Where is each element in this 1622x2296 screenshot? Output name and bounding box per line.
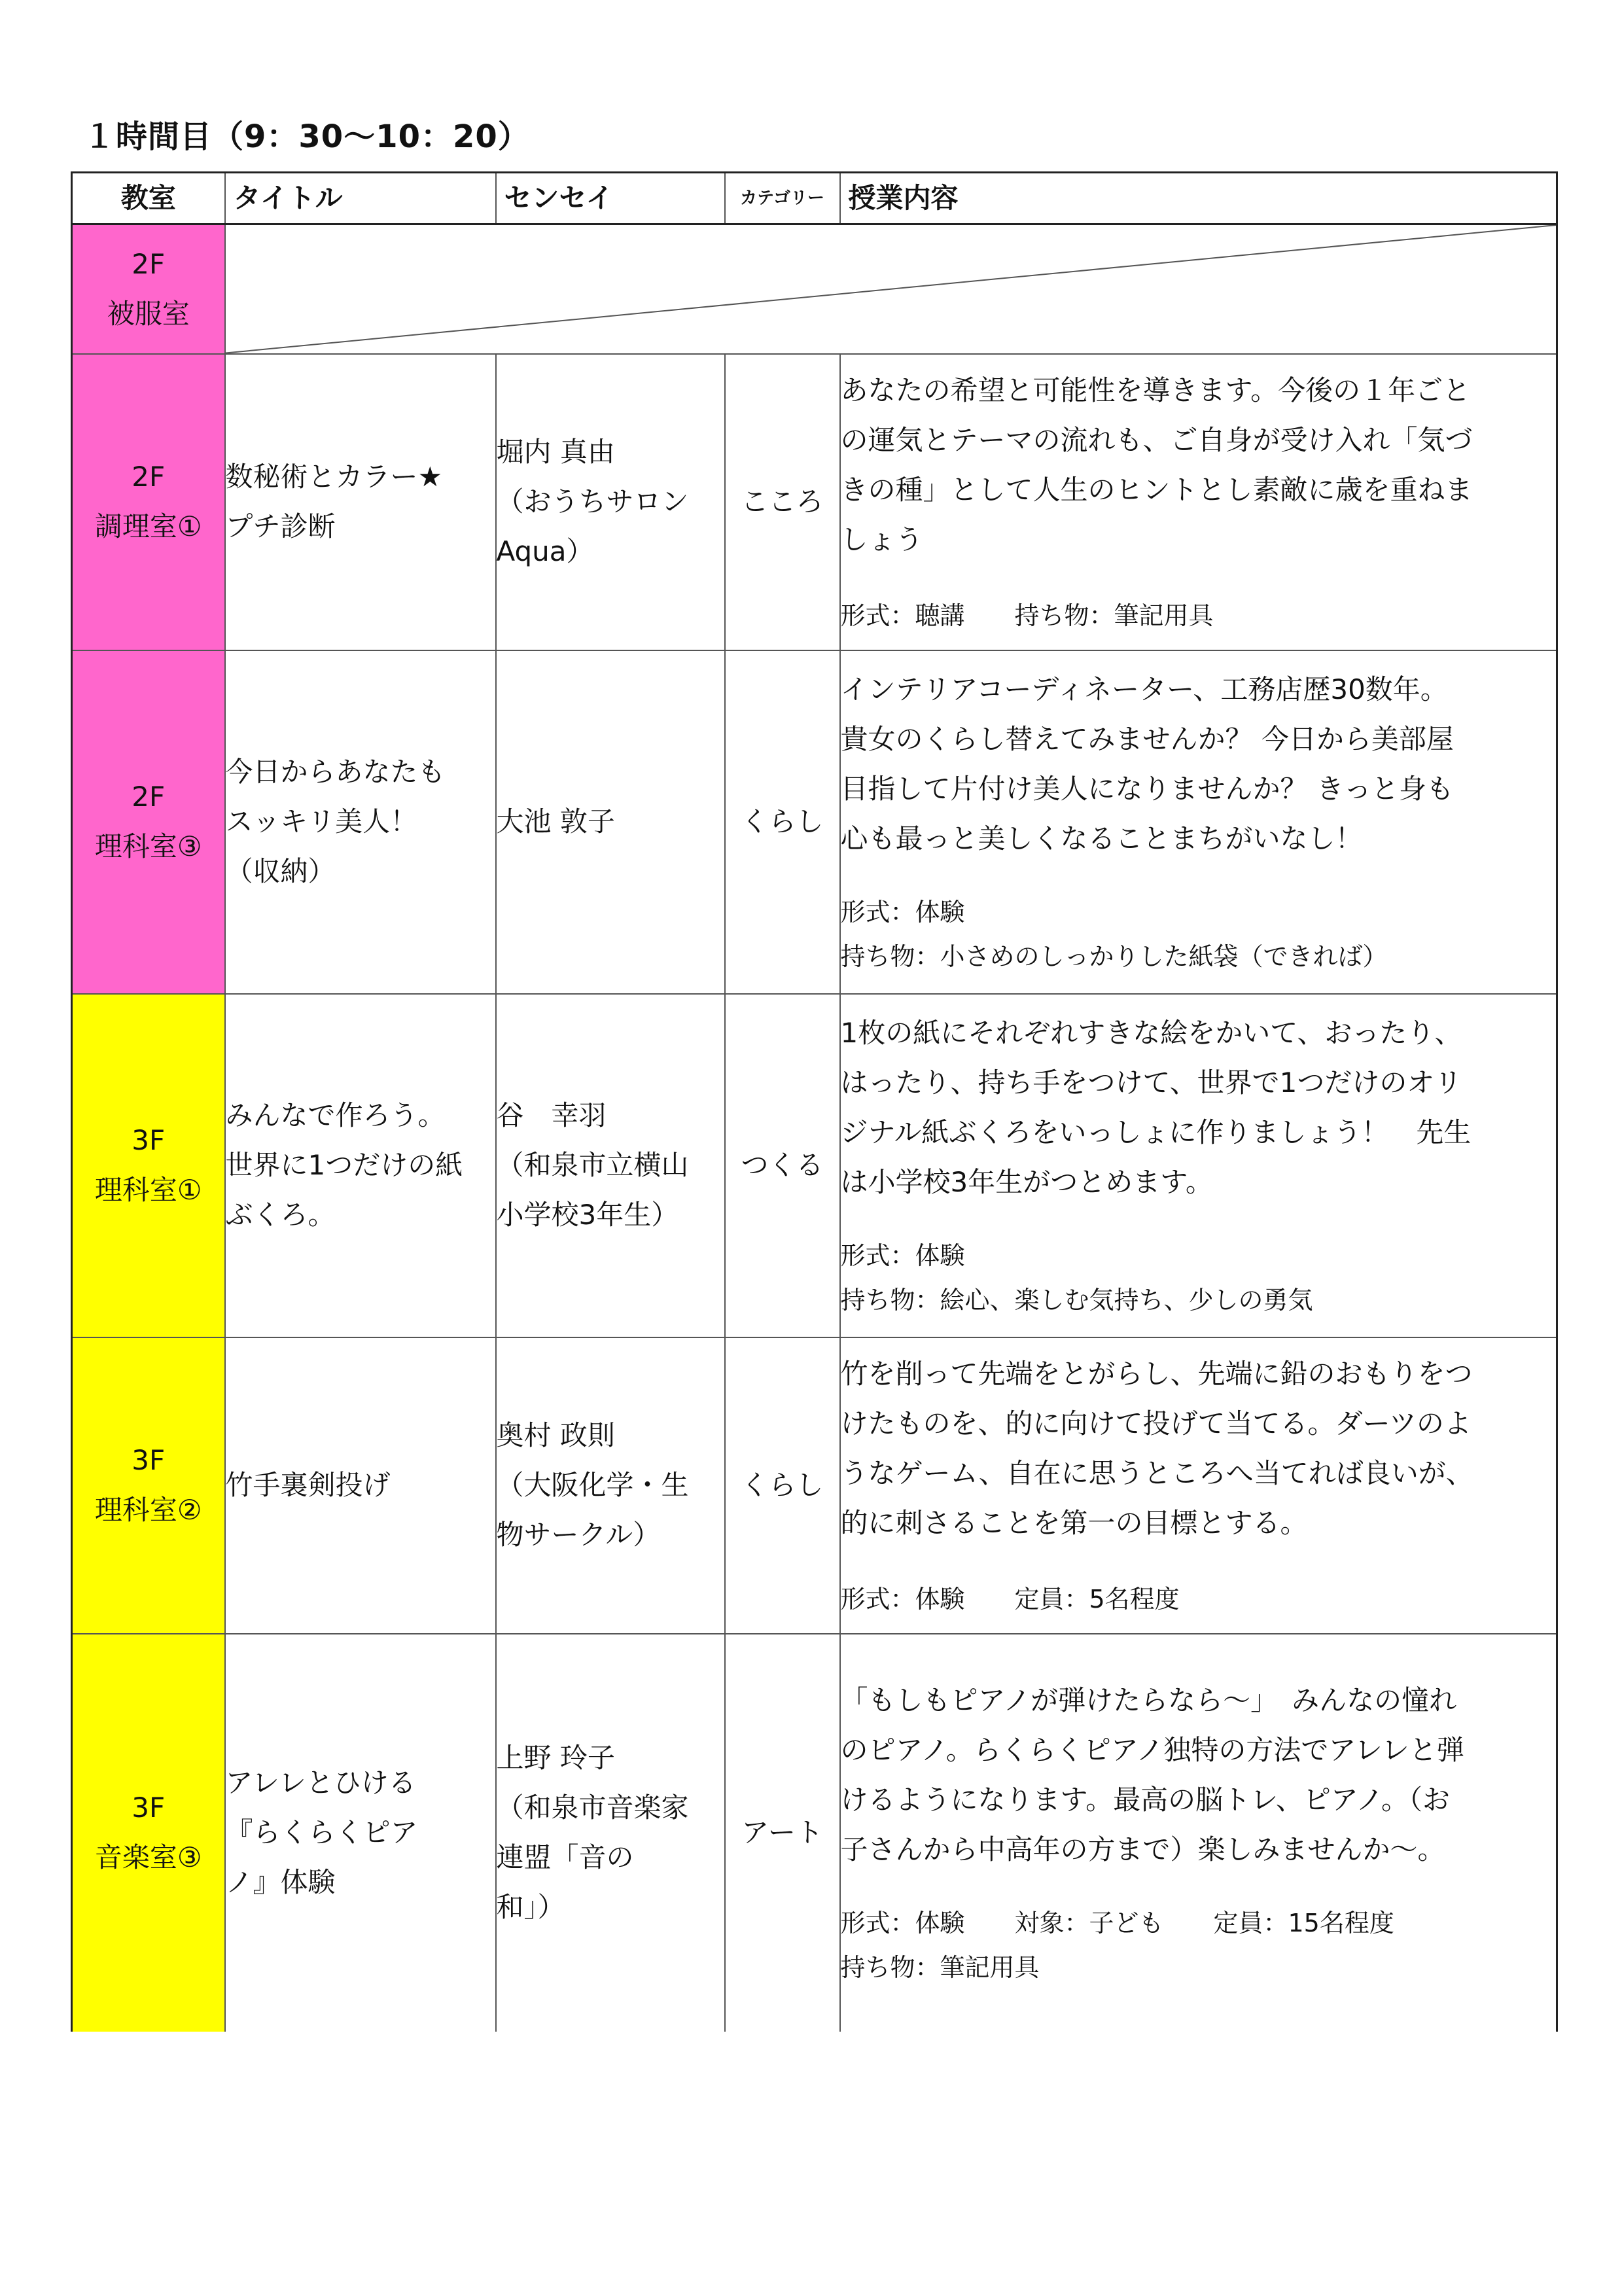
meta-line: 形式：体験 対象：子ども 定員：15名程度 bbox=[840, 1909, 1394, 1937]
teacher-cell bbox=[496, 1337, 725, 1634]
desc-line: あなたの希望と可能性を導きます。今後の１年ごと bbox=[840, 374, 1471, 406]
teacher-name: 大池 敦子 bbox=[496, 805, 615, 838]
meta-line: 形式：聴講 持ち物：筆記用具 bbox=[840, 601, 1214, 630]
header-teacher: センセイ bbox=[496, 173, 725, 224]
meta-line: 持ち物：小さめのしっかりした紙袋（できれば） bbox=[840, 942, 1388, 971]
table-row bbox=[72, 1337, 1557, 1634]
desc-line: 貴女のくらし替えてみませんか？ 今日から美部屋 bbox=[840, 723, 1454, 755]
teacher-line: （おうちサロン bbox=[496, 486, 689, 518]
desc-line: 的に刺さることを第一の目標とする。 bbox=[840, 1507, 1308, 1539]
title-line: アレレとひける bbox=[225, 1767, 416, 1799]
header-title: タイトル bbox=[225, 173, 496, 224]
title-line: ぶくろ。 bbox=[225, 1199, 336, 1231]
header-room: 教室 bbox=[72, 173, 225, 224]
content-cell bbox=[840, 354, 1557, 650]
table-row bbox=[72, 650, 1557, 994]
teacher-line: （和泉市立横山 bbox=[496, 1149, 689, 1181]
desc-line: の運気とテーマの流れも、ご自身が受け入れ「気づ bbox=[840, 424, 1473, 456]
category-cell: こころ bbox=[725, 354, 840, 650]
room-label: 理科室① bbox=[94, 1174, 202, 1206]
title-line: 今日からあなたも bbox=[225, 756, 446, 788]
desc-line: 心も最っと美しくなることまちがいなし！ bbox=[840, 822, 1363, 855]
title-line: 『らくらくピア bbox=[225, 1816, 418, 1848]
desc-line: 竹を削って先端をとがらし、先端に鉛のおもりをつ bbox=[840, 1358, 1473, 1390]
header-category: カテゴリー bbox=[725, 173, 840, 224]
table-row bbox=[72, 1634, 1557, 2032]
table-header-row bbox=[72, 173, 1557, 224]
room-cell bbox=[72, 224, 225, 354]
teacher-cell bbox=[496, 1634, 725, 2032]
title-cell bbox=[225, 994, 496, 1337]
desc-line: は小学校3年生がつとめます。 bbox=[840, 1166, 1213, 1198]
title-line: 竹手裏剣投げ bbox=[225, 1469, 391, 1501]
desc-line: はったり、持ち手をつけて、世界で1つだけのオリ bbox=[840, 1067, 1462, 1099]
teacher-cell bbox=[496, 994, 725, 1337]
teacher-line: （大阪化学・生 bbox=[496, 1469, 689, 1501]
title-cell bbox=[225, 1634, 496, 2032]
teacher-cell bbox=[496, 354, 725, 650]
desc-line: しょう bbox=[840, 523, 923, 556]
desc-line: 子さんから中高年の方まで）楽しみませんか〜。 bbox=[840, 1833, 1445, 1865]
header-content: 授業内容 bbox=[840, 173, 1557, 224]
desc-line: 1枚の紙にそれぞれすきな絵をかいて、おったり、 bbox=[840, 1017, 1462, 1049]
category-cell: くらし bbox=[725, 1337, 840, 1634]
title-cell bbox=[225, 650, 496, 994]
meta-line: 形式：体験 定員：5名程度 bbox=[840, 1585, 1180, 1614]
meta-line: 持ち物：筆記用具 bbox=[840, 1953, 1040, 1982]
title-cell bbox=[225, 1337, 496, 1634]
title-line: ノ』体験 bbox=[225, 1866, 336, 1898]
title-line: 数秘術とカラー★ bbox=[225, 461, 443, 493]
title-line: スッキリ美人！ bbox=[225, 805, 418, 838]
table-row bbox=[72, 224, 1557, 354]
desc-line: きの種」として人生のヒントとし素敵に歳を重ねま bbox=[840, 474, 1473, 506]
page-title: １時間目（9：30〜10：20） bbox=[84, 118, 530, 155]
desc-line: のピアノ。らくらくピアノ独特の方法でアレレと弾 bbox=[840, 1734, 1464, 1766]
floor-label: 3F bbox=[132, 1444, 166, 1476]
teacher-line: Aqua） bbox=[496, 535, 594, 567]
empty-slot-cell bbox=[225, 224, 1557, 354]
teacher-line: 連盟「音の bbox=[496, 1841, 634, 1873]
desc-line: けるようになります。最高の脳トレ、ピアノ。（お bbox=[840, 1784, 1451, 1816]
category-cell: アート bbox=[725, 1634, 840, 2032]
meta-line: 形式：体験 bbox=[840, 1241, 965, 1270]
meta-line: 形式：体験 bbox=[840, 898, 965, 927]
title-cell bbox=[225, 354, 496, 650]
floor-label: 2F bbox=[132, 461, 166, 493]
floor-label: 2F bbox=[132, 781, 166, 813]
teacher-line: 和」） bbox=[496, 1891, 565, 1923]
title-line: （収納） bbox=[225, 855, 336, 887]
teacher-name: 堀内 真由 bbox=[496, 436, 615, 468]
category-cell: くらし bbox=[725, 650, 840, 994]
teacher-line: （和泉市音楽家 bbox=[496, 1792, 689, 1824]
teacher-name: 奥村 政則 bbox=[496, 1419, 615, 1451]
desc-line: うなゲーム、自在に思うところへ当てれば良いが、 bbox=[840, 1457, 1473, 1489]
title-line: みんなで作ろう。 bbox=[225, 1099, 446, 1131]
content-cell bbox=[840, 994, 1557, 1337]
meta-line: 持ち物：絵心、楽しむ気持ち、少しの勇気 bbox=[840, 1286, 1313, 1315]
teacher-cell bbox=[496, 650, 725, 994]
teacher-name: 上野 玲子 bbox=[496, 1742, 615, 1774]
floor-label: 3F bbox=[132, 1124, 166, 1156]
floor-label: 2F bbox=[132, 247, 166, 280]
room-cell bbox=[72, 354, 225, 650]
title-line: 世界に1つだけの紙 bbox=[225, 1149, 463, 1181]
diagonal-strike-line bbox=[226, 225, 1557, 353]
desc-line: けたものを、的に向けて投げて当てる。ダーツのよ bbox=[840, 1407, 1472, 1439]
room-label: 音楽室③ bbox=[94, 1841, 202, 1873]
desc-line: 「もしもピアノが弾けたらなら〜」 みんなの憧れ bbox=[840, 1684, 1457, 1716]
desc-line: 目指して片付け美人になりませんか？ きっと身も bbox=[840, 773, 1454, 805]
content-cell bbox=[840, 1634, 1557, 2032]
content-cell bbox=[840, 1337, 1557, 1634]
room-label: 被服室 bbox=[107, 297, 190, 330]
room-cell bbox=[72, 994, 225, 1337]
category-cell: つくる bbox=[725, 994, 840, 1337]
desc-line: インテリアコーディネーター、工務店歴30数年。 bbox=[840, 673, 1448, 705]
schedule-table bbox=[71, 171, 1558, 2032]
table-row bbox=[72, 994, 1557, 1337]
room-cell bbox=[72, 650, 225, 994]
teacher-line: 物サークル） bbox=[496, 1519, 661, 1551]
room-cell bbox=[72, 1337, 225, 1634]
table-row bbox=[72, 354, 1557, 650]
teacher-line: 小学校3年生） bbox=[496, 1199, 679, 1231]
room-cell bbox=[72, 1634, 225, 2032]
desc-line: ジナル紙ぶくろをいっしょに作りましょう！ 先生 bbox=[840, 1116, 1472, 1148]
room-label: 理科室③ bbox=[94, 830, 202, 862]
content-cell bbox=[840, 650, 1557, 994]
teacher-name: 谷 幸羽 bbox=[496, 1099, 607, 1131]
title-line: プチ診断 bbox=[225, 510, 336, 542]
room-label: 理科室② bbox=[94, 1494, 202, 1526]
room-label: 調理室① bbox=[94, 510, 202, 542]
floor-label: 3F bbox=[132, 1792, 166, 1824]
